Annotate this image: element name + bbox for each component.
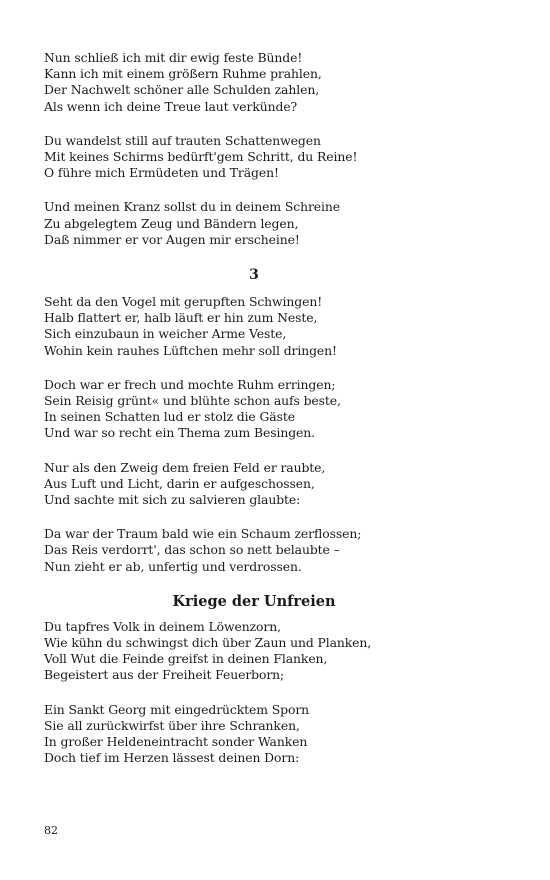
- verse-line: Nun schließ ich mit dir ewig feste Bünde!: [44, 50, 303, 65]
- stanza: [44, 526, 514, 575]
- stanza: [44, 702, 514, 767]
- stanza: [44, 50, 514, 115]
- poem-kriege-der-unfreien: [44, 593, 514, 767]
- stanza: [44, 133, 514, 182]
- stanza: [44, 619, 514, 684]
- page-number: 82: [44, 824, 58, 837]
- verse-line: Du wandelst still auf trauten Schattenwegen: [44, 132, 321, 148]
- section-number: 3: [249, 267, 259, 284]
- verse-line: Der Nachwelt schöner alle Schulden zahlen,: [44, 82, 320, 98]
- verse-line: In großer Heldeneintracht sonder Wanken: [44, 734, 308, 750]
- verse-line: Ein Sankt Georg mit eingedrücktem Sporn: [44, 701, 310, 717]
- verse-line: Da war der Traum bald wie ein Schaum zerflossen;: [44, 526, 362, 542]
- verse-line: Und war so recht ein Thema zum Besingen.: [44, 425, 315, 441]
- poem-section-3: [44, 266, 514, 575]
- verse-line: Sie all zurückwirfst über ihre Schranken,: [44, 717, 300, 733]
- verse-line: Und meinen Kranz sollst du in deinem Schreine: [44, 199, 341, 215]
- verse-line: Seht da den Vogel mit gerupften Schwingen!: [44, 294, 323, 310]
- verse-line: Doch tief im Herzen lässest deinen Dorn:: [44, 750, 300, 766]
- verse-line: Nun zieht er ab, unfertig und verdrossen.: [44, 558, 302, 574]
- verse-line: Aus Luft und Licht, darin er aufgeschossen,: [44, 475, 315, 491]
- verse-line: O führe mich Ermüdeten und Trägen!: [44, 165, 279, 181]
- verse-line: Halb flattert er, halb läuft er hin zum Neste,: [44, 310, 318, 326]
- poem-title: Kriege der Unfreien: [172, 592, 336, 610]
- poem-continuation: [44, 50, 514, 248]
- verse-line: Sich einzubaun in weicher Arme Veste,: [44, 326, 287, 342]
- verse-line: Sein Reisig grünt« und blühte schon aufs beste,: [44, 393, 341, 409]
- verse-line: Und sachte mit sich zu salvieren glaubte:: [44, 492, 301, 508]
- verse-line: Das Reis verdorrt', das schon so nett belaubte –: [44, 542, 340, 558]
- verse-line: Voll Wut die Feinde greifst in deinen Flanken,: [44, 651, 328, 667]
- stanza: [44, 460, 514, 509]
- stanza: [44, 199, 514, 248]
- page-text: [44, 50, 514, 785]
- stanza: [44, 294, 514, 359]
- verse-line: Mit keines Schirms bedürft'gem Schritt, du Reine!: [44, 149, 358, 165]
- verse-line: Doch war er frech und mochte Ruhm erringen;: [44, 376, 336, 392]
- stanza: [44, 377, 514, 442]
- verse-line: Zu abgelegtem Zeug und Bändern legen,: [44, 215, 299, 231]
- verse-line: Nur als den Zweig dem freien Feld er raubte,: [44, 459, 326, 475]
- verse-line: Als wenn ich deine Treue laut verkünde?: [44, 98, 298, 114]
- verse-line: Daß nimmer er vor Augen mir erscheine!: [44, 231, 300, 247]
- verse-line: Du tapfres Volk in deinem Löwenzorn,: [44, 618, 281, 634]
- verse-line: Kann ich mit einem größern Ruhme prahlen,: [44, 66, 322, 82]
- verse-line: Wie kühn du schwingst dich über Zaun und Planken,: [44, 635, 372, 651]
- verse-line: Wohin kein rauhes Lüftchen mehr soll dringen!: [44, 342, 337, 358]
- verse-line: Begeistert aus der Freiheit Feuerborn;: [44, 667, 285, 683]
- verse-line: In seinen Schatten lud er stolz die Gäste: [44, 409, 295, 425]
